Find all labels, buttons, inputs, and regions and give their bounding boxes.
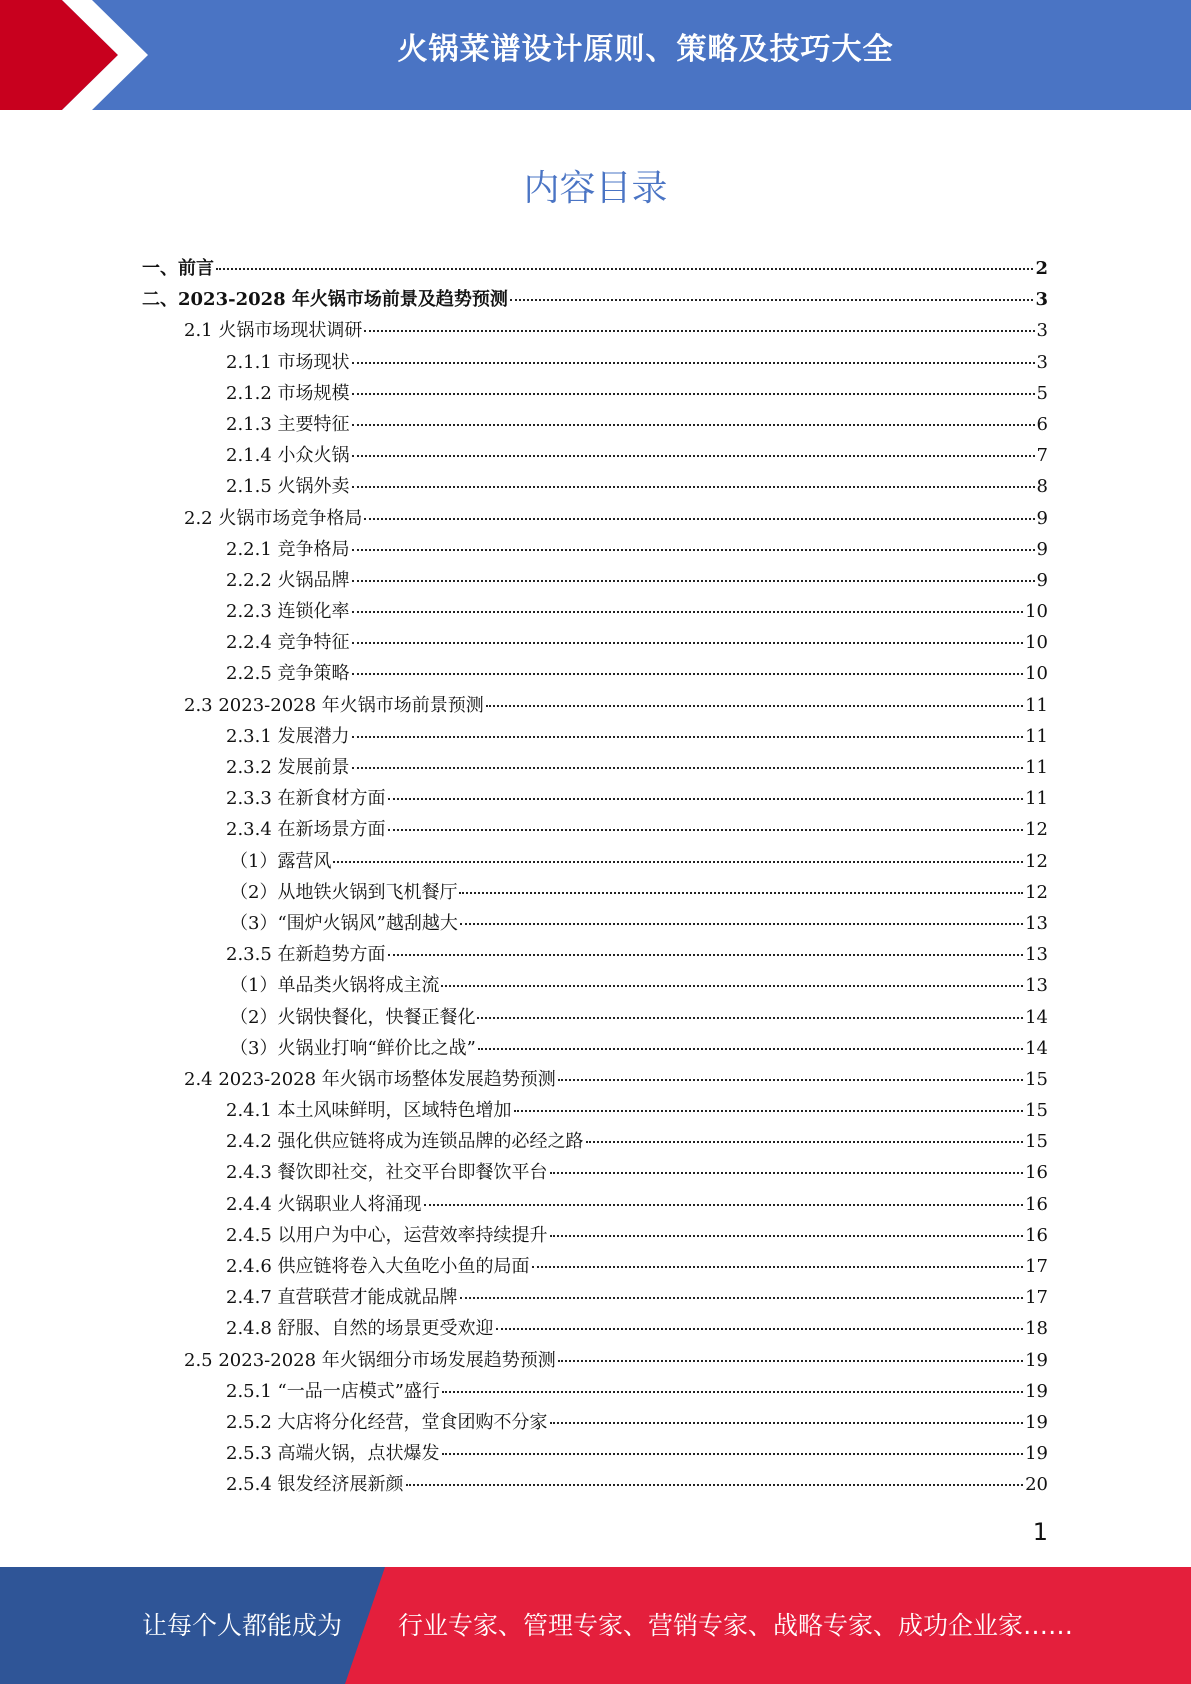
toc-entry-title: 2.3.3 在新食材方面 — [226, 788, 386, 810]
toc-entry-title: 2.4.2 强化供应链将成为连锁品牌的必经之路 — [226, 1131, 584, 1153]
toc-entry-title: 2.5.3 高端火锅，点状爆发 — [226, 1443, 440, 1465]
toc-entry-title: 2.4.5 以用户为中心，运营效率持续提升 — [226, 1224, 548, 1246]
toc-entry-page: 19 — [1025, 1411, 1048, 1433]
toc-dot-leader — [352, 362, 1035, 364]
toc-entry-page: 15 — [1025, 1100, 1048, 1122]
toc-entry-page: 8 — [1036, 476, 1048, 498]
toc-entry[interactable] — [142, 315, 1048, 346]
toc-dot-leader — [352, 642, 1024, 644]
toc-entry-title: （1）单品类火锅将成主流 — [230, 975, 440, 997]
toc-entry[interactable] — [142, 908, 1048, 939]
toc-dot-leader — [486, 705, 1023, 707]
toc-dot-leader — [460, 1297, 1024, 1299]
toc-entry-title: 2.2.4 竞争特征 — [226, 632, 350, 654]
toc-entry-page: 12 — [1025, 850, 1048, 872]
toc-entry[interactable] — [142, 970, 1048, 1001]
toc-dot-leader — [352, 549, 1035, 551]
toc-dot-leader — [364, 518, 1034, 520]
footer-slogan-left: 让每个人都能成为 — [142, 1611, 343, 1640]
toc-entry-page: 9 — [1036, 569, 1048, 591]
toc-entry-title: 2.1.4 小众火锅 — [226, 445, 350, 467]
toc-entry-title: 2.5.1 “一品一店模式”盛行 — [226, 1380, 440, 1402]
toc-dot-leader — [406, 1484, 1024, 1486]
toc-entry[interactable] — [142, 1064, 1048, 1095]
toc-entry-page: 14 — [1025, 1037, 1048, 1059]
toc-entry[interactable] — [142, 1095, 1048, 1126]
toc-entry-title: 2.4.8 舒服、自然的场景更受欢迎 — [226, 1318, 494, 1340]
toc-entry-page: 3 — [1036, 320, 1048, 342]
toc-entry[interactable] — [142, 939, 1048, 970]
toc-dot-leader — [352, 580, 1035, 582]
toc-entry-page: 12 — [1025, 819, 1048, 841]
toc-dot-leader — [352, 611, 1024, 613]
toc-entry-page: 16 — [1025, 1224, 1048, 1246]
toc-entry-title: 2.3.2 发展前景 — [226, 757, 350, 778]
toc-entry-title: 2.4 2023-2028 年火锅市场整体发展趋势预测 — [184, 1068, 556, 1090]
toc-entry-title: （3）火锅业打响“鲜价比之战” — [230, 1037, 476, 1059]
toc-entry[interactable] — [142, 534, 1048, 565]
toc-dot-leader — [558, 1079, 1023, 1081]
toc-dot-leader — [352, 455, 1035, 457]
toc-dot-leader — [388, 954, 1024, 956]
toc-dot-leader — [424, 1204, 1024, 1206]
toc-entry-title: 2.1.5 火锅外卖 — [226, 476, 350, 498]
toc-entry-page: 5 — [1036, 382, 1048, 404]
toc-entry[interactable] — [142, 877, 1048, 908]
toc-dot-leader — [477, 1017, 1023, 1019]
toc-dot-leader — [550, 1172, 1024, 1174]
toc-title: 内容目录 — [523, 168, 668, 209]
page-number: 1 — [1032, 1518, 1048, 1546]
toc-entry[interactable] — [142, 347, 1048, 378]
toc-entry-page: 3 — [1035, 289, 1048, 311]
toc-entry-page: 10 — [1025, 632, 1048, 654]
toc-dot-leader — [586, 1141, 1024, 1143]
toc-entry-title: 2.5.4 银发经济展新颜 — [226, 1474, 404, 1496]
toc-entry[interactable] — [142, 783, 1048, 814]
toc-entry-page: 16 — [1025, 1193, 1048, 1215]
toc-entry-page: 17 — [1025, 1287, 1048, 1309]
toc-entry[interactable] — [142, 1469, 1048, 1500]
toc-entry[interactable] — [142, 721, 1048, 752]
toc-entry-title: 2.4.1 本土风味鲜明，区域特色增加 — [226, 1100, 512, 1122]
toc-dot-leader — [352, 736, 1024, 738]
toc-entry-title: （1）露营风 — [230, 850, 332, 872]
toc-entry[interactable] — [142, 1313, 1048, 1344]
toc-entry-page: 11 — [1025, 694, 1048, 716]
toc-entry[interactable] — [142, 690, 1048, 721]
toc-dot-leader — [216, 268, 1033, 270]
toc-dot-leader — [364, 330, 1034, 332]
toc-entry[interactable] — [142, 596, 1048, 627]
toc-entry-title: 2.3.1 发展潜力 — [226, 725, 350, 747]
toc-entry-page: 14 — [1025, 1006, 1048, 1028]
toc-entry-page: 11 — [1025, 757, 1048, 778]
page-header — [0, 0, 1191, 110]
toc-dot-leader — [352, 486, 1035, 488]
toc-entry[interactable] — [142, 378, 1048, 409]
toc-entry-page: 15 — [1025, 1131, 1048, 1153]
toc-entry[interactable] — [142, 1033, 1048, 1064]
toc-entry-page: 9 — [1036, 507, 1048, 529]
toc-dot-leader — [352, 424, 1035, 426]
toc-entry-title: 2.3.5 在新趋势方面 — [226, 944, 386, 966]
toc-entry-page: 19 — [1025, 1380, 1048, 1402]
header-title: 火锅菜谱设计原则、策略及技巧大全 — [397, 32, 894, 67]
toc-entry-page: 13 — [1025, 944, 1048, 966]
toc-entry[interactable] — [142, 1002, 1048, 1033]
toc-entry-title: 2.4.3 餐饮即社交，社交平台即餐饮平台 — [226, 1162, 548, 1184]
toc-dot-leader — [550, 1422, 1024, 1424]
toc-entry-title: （3）“围炉火锅风”越刮越大 — [230, 912, 458, 934]
toc-dot-leader — [478, 1048, 1023, 1050]
toc-entry-page: 16 — [1025, 1162, 1048, 1184]
toc-entry-title: 2.4.4 火锅职业人将涌现 — [226, 1193, 422, 1215]
toc-entry-page: 10 — [1025, 601, 1048, 623]
toc-entry[interactable] — [142, 627, 1048, 658]
toc-entry-title: 2.1.1 市场现状 — [226, 351, 350, 373]
toc-entry-page: 6 — [1036, 413, 1048, 435]
footer-slogan-right: 行业专家、管理专家、营销专家、战略专家、成功企业家…… — [398, 1611, 1074, 1640]
toc-entry-title: （2）火锅快餐化，快餐正餐化 — [230, 1006, 476, 1028]
toc-entry-page: 2 — [1035, 258, 1048, 279]
toc-entry-page: 20 — [1025, 1474, 1048, 1496]
toc-entry[interactable] — [142, 1220, 1048, 1251]
toc-entry-title: 2.2.3 连锁化率 — [226, 601, 350, 623]
toc-entry-page: 17 — [1025, 1256, 1048, 1277]
toc-dot-leader — [352, 393, 1035, 395]
toc-entry-title: 2.4.6 供应链将卷入大鱼吃小鱼的局面 — [226, 1256, 530, 1277]
toc-dot-leader — [496, 1328, 1024, 1330]
toc-dot-leader — [510, 299, 1034, 301]
toc-entry[interactable] — [142, 658, 1048, 689]
toc-dot-leader — [441, 985, 1023, 987]
toc-entry-title: 2.2.1 竞争格局 — [226, 538, 350, 560]
toc-dot-leader — [514, 1110, 1024, 1112]
toc-entry-page: 19 — [1025, 1349, 1048, 1371]
toc-entry-page: 13 — [1025, 975, 1048, 997]
toc-entry[interactable] — [142, 1345, 1048, 1376]
toc-entry[interactable] — [142, 752, 1048, 783]
toc-dot-leader — [388, 798, 1024, 800]
toc-entry[interactable] — [142, 814, 1048, 845]
toc-entry[interactable] — [142, 1251, 1048, 1282]
toc-entry[interactable] — [142, 1189, 1048, 1220]
toc-entry-title: 二、2023-2028 年火锅市场前景及趋势预测 — [142, 289, 508, 311]
toc-entry[interactable] — [142, 1438, 1048, 1469]
toc-entry-title: 2.5.2 大店将分化经营，堂食团购不分家 — [226, 1411, 548, 1433]
toc-entry[interactable] — [142, 1407, 1048, 1438]
toc-entry-title: 2.5 2023-2028 年火锅细分市场发展趋势预测 — [184, 1349, 556, 1371]
toc-dot-leader — [442, 1391, 1023, 1393]
toc-entry-page: 10 — [1025, 663, 1048, 685]
toc-dot-leader — [459, 892, 1023, 894]
toc-entry-title: 一、前言 — [142, 258, 214, 279]
toc-dot-leader — [460, 923, 1023, 925]
page-footer — [0, 1567, 1191, 1684]
toc-dot-leader — [532, 1266, 1024, 1268]
toc-entry-page: 19 — [1025, 1443, 1048, 1465]
toc-dot-leader — [550, 1235, 1024, 1237]
toc-entry-title: 2.4.7 直营联营才能成就品牌 — [226, 1287, 458, 1309]
toc-entry[interactable] — [142, 1282, 1048, 1313]
toc-entry-page: 12 — [1025, 881, 1048, 903]
toc-entry-title: 2.1.2 市场规模 — [226, 382, 350, 404]
toc-entry-page: 11 — [1025, 788, 1048, 810]
toc-entry[interactable] — [142, 440, 1048, 471]
toc-dot-leader — [333, 861, 1023, 863]
toc-entry[interactable] — [142, 1126, 1048, 1157]
toc-entry-page: 7 — [1036, 445, 1048, 467]
toc-entry-page: 13 — [1025, 912, 1048, 934]
toc-entry[interactable] — [142, 284, 1048, 315]
toc-entry-title: 2.3.4 在新场景方面 — [226, 819, 386, 841]
toc-entry[interactable] — [142, 503, 1048, 534]
toc-entry-page: 15 — [1025, 1068, 1048, 1090]
toc-entry-title: 2.2 火锅市场竞争格局 — [184, 507, 363, 529]
toc-entry-page: 3 — [1036, 351, 1048, 373]
table-of-contents — [142, 253, 1048, 1501]
toc-entry-title: 2.2.2 火锅品牌 — [226, 569, 350, 591]
toc-entry-page: 9 — [1036, 538, 1048, 560]
toc-entry[interactable] — [142, 565, 1048, 596]
toc-dot-leader — [352, 767, 1024, 769]
toc-entry[interactable] — [142, 253, 1048, 284]
toc-entry[interactable] — [142, 1376, 1048, 1407]
toc-entry[interactable] — [142, 1157, 1048, 1188]
toc-entry-page: 18 — [1025, 1318, 1048, 1340]
toc-entry-title: 2.2.5 竞争策略 — [226, 663, 350, 685]
header-arrow-decoration — [0, 0, 160, 110]
toc-dot-leader — [352, 673, 1024, 675]
toc-entry-title: 2.1 火锅市场现状调研 — [184, 320, 363, 342]
toc-entry-title: 2.3 2023-2028 年火锅市场前景预测 — [184, 694, 484, 716]
toc-dot-leader — [558, 1360, 1023, 1362]
toc-entry[interactable] — [142, 471, 1048, 502]
toc-dot-leader — [442, 1453, 1024, 1455]
toc-entry-title: （2）从地铁火锅到飞机餐厅 — [230, 881, 458, 903]
toc-dot-leader — [388, 829, 1024, 831]
toc-entry[interactable] — [142, 409, 1048, 440]
toc-entry-page: 11 — [1025, 725, 1048, 747]
toc-entry-title: 2.1.3 主要特征 — [226, 413, 350, 435]
toc-entry[interactable] — [142, 846, 1048, 877]
